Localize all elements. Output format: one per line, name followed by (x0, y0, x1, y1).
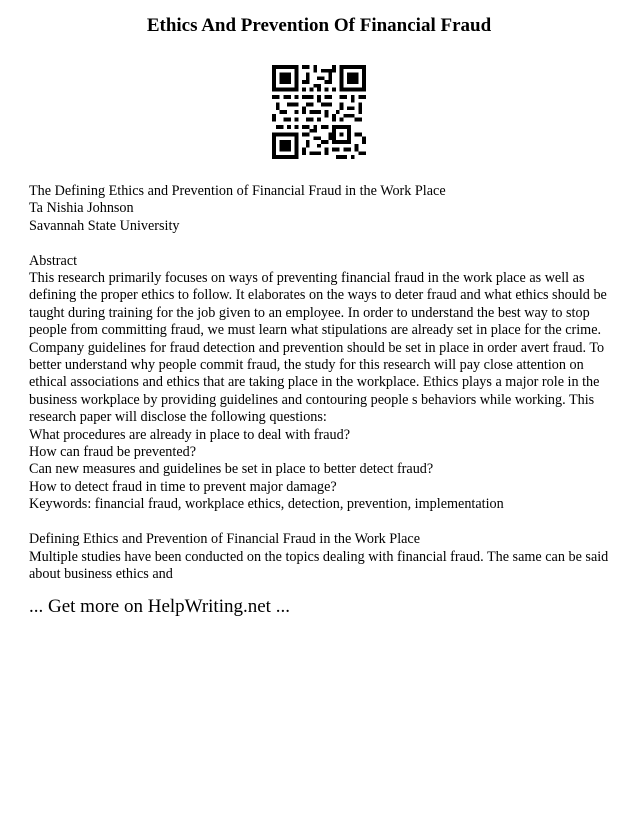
abstract-line: business workplace by providing guidelines and contouring people s behaviors while working. This (29, 391, 595, 408)
abstract-line: defining the proper ethics to follow. It elaborates on the ways to deter fraud and what ethics should be (29, 287, 607, 304)
research-question: What procedures are already in place to deal with fraud? (29, 426, 351, 443)
intro-section (29, 531, 619, 583)
abstract-line: This research primarily focuses on ways of preventing financial fraud in the work place as well as (29, 270, 585, 287)
abstract-line: taught during training for the job given to an employee. In order to understand the best way to stop (29, 304, 590, 321)
get-more-link[interactable]: ... Get more on HelpWriting.net ... (29, 596, 290, 618)
abstract-line: Company guidelines for fraud detection and prevention should be set in place in order avert fraud. To (29, 339, 605, 356)
abstract-line: research paper will disclose the following questions: (29, 409, 327, 426)
spacer (29, 235, 619, 252)
section-heading: Defining Ethics and Prevention of Financial Fraud in the Work Place (29, 531, 421, 548)
research-question: How to detect fraud in time to prevent major damage? (29, 478, 337, 495)
body-line: about business ethics and (29, 565, 173, 582)
keywords-line: Keywords: financial fraud, workplace ethics, detection, prevention, implementation (29, 496, 504, 513)
author-name: Ta Nishia Johnson (29, 200, 134, 217)
document-title: Ethics And Prevention Of Financial Fraud (146, 15, 492, 36)
paper-header (29, 183, 619, 235)
document-body (29, 183, 619, 619)
research-question: Can new measures and guidelines be set in place to better detect fraud? (29, 461, 434, 478)
institution: Savannah State University (29, 217, 180, 234)
spacer (29, 514, 619, 531)
abstract-line: ethical associations and ethics that are taking place in the workplace. Ethics plays a major role in the (29, 374, 600, 391)
abstract-section (29, 253, 619, 514)
abstract-line: better understand why people commit fraud, the study for this research will pay close attention on (29, 357, 584, 374)
abstract-line: people from committing fraud, we must learn what stipulations are already set in place for the crime. (29, 322, 602, 339)
paper-title: The Defining Ethics and Prevention of Financial Fraud in the Work Place (29, 183, 446, 199)
body-line: Multiple studies have been conducted on the topics dealing with financial fraud. The same can be said (29, 548, 609, 565)
research-question: How can fraud be prevented? (29, 444, 197, 461)
abstract-heading: Abstract (29, 252, 78, 269)
qr-code-icon (272, 65, 366, 159)
